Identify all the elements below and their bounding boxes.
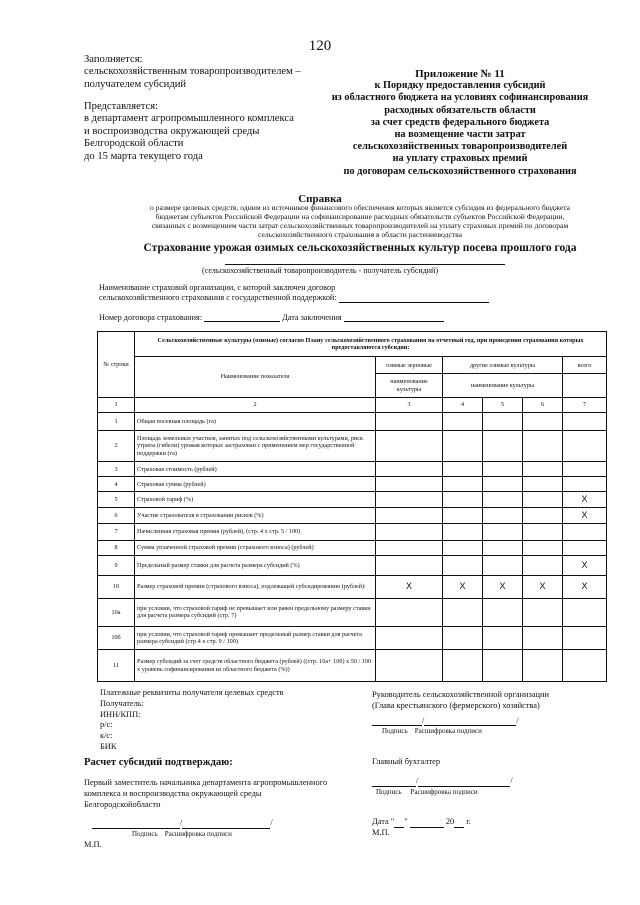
input-cell[interactable]	[483, 462, 523, 477]
input-cell[interactable]	[523, 477, 563, 492]
appendix-title: Приложение № 11	[415, 68, 505, 80]
appendix-line: из областного бюджета на условиях софинансирования	[331, 92, 589, 104]
intro-line: сельскохозяйственного страхования в области растениеводства	[257, 229, 462, 239]
accountant-sign-caption: Подпись	[376, 787, 402, 796]
row-number: 9	[98, 555, 135, 575]
input-cell[interactable]	[376, 540, 443, 555]
input-cell[interactable]	[483, 555, 523, 575]
input-cell[interactable]	[376, 477, 443, 492]
accountant-title: Главный бухгалтер	[372, 757, 441, 766]
fill-line: сельскохозяйственным товаропроизводителем –	[84, 66, 301, 78]
input-cell[interactable]	[443, 650, 483, 682]
input-cell[interactable]	[563, 626, 607, 649]
row-number: 10а	[98, 599, 135, 627]
input-cell[interactable]	[443, 540, 483, 555]
contract-date-field[interactable]	[344, 313, 444, 322]
confirm-title: Расчет субсидий подтверждаю:	[84, 757, 233, 768]
input-cell[interactable]	[563, 430, 607, 462]
input-cell[interactable]	[563, 477, 607, 492]
page-number: 120	[308, 38, 332, 54]
cross-mark-cell: X	[443, 575, 483, 598]
head-signature-block: Руководитель сельскохозяйственной организации (Глава крестьянского (фермерского) хозяйства) / / Подпись Расшифровка подписи	[372, 690, 622, 737]
row-number: 5	[98, 492, 135, 508]
col-header-winter-grain: озимые зерновые	[376, 357, 443, 374]
col-header-blank	[563, 374, 607, 397]
input-cell[interactable]	[563, 412, 607, 430]
table-body	[98, 412, 607, 681]
input-cell[interactable]	[443, 626, 483, 649]
table-row	[98, 477, 607, 492]
head-subtitle: (Глава крестьянского (фермерского) хозяйства)	[372, 700, 540, 710]
row-number: 4	[98, 477, 135, 492]
row-indicator: при условии, что страховой тариф превышает предельный размер ставки для расчета размера субсидий (стр.4 х стр. 9 / 100)	[135, 626, 376, 649]
date-month-field[interactable]	[410, 818, 444, 828]
col-number: 4	[443, 397, 483, 412]
submit-line: Белгородской области	[84, 138, 184, 150]
input-cell[interactable]	[376, 462, 443, 477]
contract-date-label: Дата заключения	[282, 313, 342, 322]
input-cell[interactable]	[376, 508, 443, 524]
row-indicator: Предельный размер ставки для расчета размера субсидий (%)	[135, 555, 376, 575]
accountant-signature-field[interactable]	[372, 777, 416, 787]
accountant-stamp-place: М.П.	[372, 828, 390, 838]
row-indicator: Участие страхователя в страховании рисков (%)	[135, 508, 376, 524]
cross-mark-cell: X	[563, 555, 607, 575]
input-cell[interactable]	[443, 492, 483, 508]
table-row	[98, 555, 607, 575]
deputy-line: комплекса и воспроизводства окружающей среды	[84, 788, 262, 798]
input-cell[interactable]	[523, 599, 563, 627]
submit-line: и воспроизводства окружающей среды	[84, 125, 260, 137]
col-number: 5	[483, 397, 523, 412]
row-number: 2	[98, 430, 135, 462]
appendix-line: на возмещение части затрат	[394, 129, 526, 141]
row-indicator: Начисленная страховая премия (рублей), (стр. 4 х стр. 5 / 100)	[135, 523, 376, 540]
row-number: 7	[98, 523, 135, 540]
insurer-field[interactable]	[339, 294, 489, 303]
deputy-sign-caption: Подпись	[132, 830, 158, 839]
deputy-decode-caption: Расшифровка подписи	[164, 830, 232, 839]
deputy-line: Первый заместитель начальника департамента агропромышленного	[84, 778, 328, 787]
table-row	[98, 508, 607, 524]
input-cell[interactable]	[523, 430, 563, 462]
submit-line: до 15 марта текущего года	[84, 150, 203, 162]
input-cell[interactable]	[376, 599, 443, 627]
cross-mark-cell: X	[523, 575, 563, 598]
input-cell[interactable]	[376, 430, 443, 462]
input-cell[interactable]	[376, 492, 443, 508]
table-row	[98, 575, 607, 598]
cross-mark-cell: X	[563, 508, 607, 524]
date-day-field[interactable]	[394, 818, 404, 828]
input-cell[interactable]	[483, 523, 523, 540]
col-number: 2	[135, 397, 376, 412]
intro-line: бюджетам субъектов Российской Федерации на софинансирование расходных обязательств субъектов Российской Федерации,	[155, 211, 565, 221]
cross-mark-cell: X	[563, 492, 607, 508]
row-number: 10б	[98, 626, 135, 649]
col-number: 7	[563, 397, 607, 412]
input-cell[interactable]	[483, 430, 523, 462]
col-header-total: всего	[563, 357, 607, 374]
payment-recipient: Получатель:	[100, 698, 144, 708]
col-header-crop-name: наименование культуры	[376, 374, 443, 397]
recipient-line[interactable]	[225, 264, 505, 265]
input-cell[interactable]	[483, 540, 523, 555]
date-prefix: Дата "	[372, 817, 395, 827]
table-row	[98, 523, 607, 540]
input-cell[interactable]	[563, 540, 607, 555]
col-header-other-crops: другие озимые культуры	[443, 357, 563, 374]
input-cell[interactable]	[523, 650, 563, 682]
input-cell[interactable]	[483, 508, 523, 524]
input-cell[interactable]	[376, 626, 443, 649]
intro-line: о размере целевых средств, одним из источников финансового обеспечения которых является субсидия из федерального бюджета	[149, 203, 571, 212]
insurer-block	[99, 283, 599, 303]
date-quote: "	[404, 817, 408, 827]
row-indicator: Размер страховой премии (страхового взноса), подлежащей субсидированию (рублей):	[135, 575, 376, 598]
input-cell[interactable]	[483, 626, 523, 649]
row-indicator: Страховая сумма (рублей)	[135, 477, 376, 492]
document-subtitle: Страхование урожая озимых сельскохозяйственных культур посева прошлого года	[143, 242, 577, 254]
input-cell[interactable]	[443, 477, 483, 492]
head-decode-field[interactable]	[424, 716, 516, 726]
appendix-line: расходных обязательств области	[384, 104, 536, 116]
accountant-decode-caption: Расшифровка подписи	[410, 787, 478, 796]
input-cell[interactable]	[443, 599, 483, 627]
input-cell[interactable]	[523, 412, 563, 430]
deputy-block: Первый заместитель начальника департамента агропромышленного комплекса и воспроизводства окружающей среды Белгородскойобласти / / Подпись Расшифровка подписи М.П.	[84, 778, 354, 851]
cross-mark-cell: X	[563, 575, 607, 598]
date-suffix: г.	[464, 817, 471, 827]
date-year-field[interactable]	[454, 818, 464, 828]
row-indicator: Сумма уплаченной страховой премии (страхового взноса) (рублей)	[135, 540, 376, 555]
col-header-no: № строки	[98, 332, 135, 398]
appendix-line: за счет средств федерального бюджета	[370, 116, 550, 128]
payment-bik: БИК	[100, 741, 117, 751]
head-decode-caption: Расшифровка подписи	[414, 727, 482, 736]
head-sign-caption: Подпись	[382, 727, 408, 736]
contract-number-label: Номер договора страхования:	[99, 313, 203, 322]
head-signature-field[interactable]	[372, 716, 422, 726]
input-cell[interactable]	[376, 412, 443, 430]
row-indicator: Страховая стоимость (рублей)	[135, 462, 376, 477]
row-number: 1	[98, 412, 135, 430]
payment-title: Платежные реквизиты получателя целевых средств	[100, 688, 284, 697]
col-header-crops: Сельскохозяйственные культуры (озимые) согласно Плану сельскохозяйственного страхования на отчетный год, при проведении страхования которых предоставляются субсидии:	[135, 332, 607, 357]
head-title: Руководитель сельскохозяйственной организации	[372, 690, 549, 699]
table-row	[98, 626, 607, 649]
table-row	[98, 462, 607, 477]
row-number: 10	[98, 575, 135, 598]
input-cell[interactable]	[483, 599, 523, 627]
accountant-decode-field[interactable]	[418, 777, 510, 787]
input-cell[interactable]	[443, 508, 483, 524]
row-number: 11	[98, 650, 135, 682]
input-cell[interactable]	[443, 412, 483, 430]
table-row	[98, 492, 607, 508]
appendix-line: на уплату страховых премий	[392, 153, 528, 165]
row-indicator: Площадь земельных участков, занятых под сельскохозяйственными культурами, риск утраты (гибели) урожая которых застрахован с применением мер государственной поддержки (га)	[135, 430, 376, 462]
input-cell[interactable]	[376, 650, 443, 682]
input-cell[interactable]	[523, 508, 563, 524]
col-number: 3	[376, 397, 443, 412]
row-number: 6	[98, 508, 135, 524]
row-number: 8	[98, 540, 135, 555]
input-cell[interactable]	[523, 462, 563, 477]
payment-account: р/с:	[100, 720, 113, 730]
input-cell[interactable]	[443, 430, 483, 462]
column-number-row	[98, 397, 607, 412]
table-row	[98, 599, 607, 627]
contract-block	[99, 313, 599, 322]
submit-note	[84, 101, 334, 163]
table-row	[98, 430, 607, 462]
input-cell[interactable]	[376, 523, 443, 540]
row-indicator: при условии, что страховой тариф не превышает или равен предельному размеру ставки для расчета размера субсидий (стр. 7)	[135, 599, 376, 627]
fill-line: Заполняется:	[84, 54, 143, 65]
insurer-label-2: сельскохозяйственного страхования с государственной поддержкой:	[99, 293, 337, 302]
deputy-stamp-place: М.П.	[84, 839, 102, 849]
input-cell[interactable]	[483, 492, 523, 508]
input-cell[interactable]	[523, 626, 563, 649]
cross-mark-cell: X	[376, 575, 443, 598]
appendix-header	[300, 68, 620, 178]
document-title: Справка	[298, 193, 342, 205]
deputy-line: Белгородскойобласти	[84, 799, 161, 809]
recipient-caption: (сельскохозяйственный товаропроизводитель - получатель субсидий)	[202, 266, 438, 275]
intro-line: связанных с возмещением части затрат сельскохозяйственных товаропроизводителей на уплату страховых премий по договорам	[151, 220, 569, 230]
row-indicator: Страховой тариф (%)	[135, 492, 376, 508]
col-number: 6	[523, 397, 563, 412]
input-cell[interactable]	[563, 462, 607, 477]
accountant-block: Главный бухгалтер / / Подпись Расшифровка подписи Дата " " 20 г. М.П.	[372, 757, 622, 839]
cross-mark-cell: X	[483, 575, 523, 598]
input-cell[interactable]	[563, 599, 607, 627]
appendix-line: к Порядку предоставления субсидий	[374, 80, 546, 92]
payment-details	[100, 688, 360, 753]
table-row	[98, 540, 607, 555]
deputy-decode-field[interactable]	[182, 819, 270, 829]
fill-in-note	[84, 54, 334, 91]
input-cell[interactable]	[443, 462, 483, 477]
input-cell[interactable]	[483, 412, 523, 430]
row-number: 3	[98, 462, 135, 477]
input-cell[interactable]	[563, 523, 607, 540]
appendix-line: сельскохозяйственных товаропроизводителей	[352, 141, 568, 153]
table-row	[98, 650, 607, 682]
col-header-crops-name: наименование культуры	[443, 374, 563, 397]
contract-number-field[interactable]	[204, 313, 280, 322]
date-year: 20	[445, 817, 455, 827]
insurer-label: Наименование страховой организации, с которой заключен договор	[99, 283, 336, 292]
table-row	[98, 412, 607, 430]
input-cell[interactable]	[523, 492, 563, 508]
input-cell[interactable]	[443, 555, 483, 575]
payment-inn: ИНН/КПП:	[100, 709, 141, 719]
subsidy-table	[97, 331, 607, 682]
deputy-signature-field[interactable]	[92, 819, 180, 829]
date-line	[372, 817, 622, 828]
row-indicator: Общая посевная площадь (га)	[135, 412, 376, 430]
input-cell[interactable]	[523, 540, 563, 555]
input-cell[interactable]	[443, 523, 483, 540]
input-cell[interactable]	[483, 477, 523, 492]
payment-corr-account: к/с:	[100, 731, 113, 741]
submit-line: Представляется:	[84, 101, 159, 112]
fill-line: получателем субсидий	[84, 78, 187, 90]
appendix-line: по договорам сельскохозяйственного страхования	[343, 165, 577, 177]
row-indicator: Размер субсидий за счет средств областного бюджета (рублей) ((стр. 10а+ 10б) x 50 / 100 x уровень софинансирования из областного бюджета (%))	[135, 650, 376, 682]
intro-text	[100, 204, 620, 240]
input-cell[interactable]	[523, 523, 563, 540]
submit-line: в департамент агропромышленного комплекса	[84, 113, 294, 125]
input-cell[interactable]	[376, 555, 443, 575]
input-cell[interactable]	[563, 650, 607, 682]
input-cell[interactable]	[523, 555, 563, 575]
input-cell[interactable]	[483, 650, 523, 682]
col-number: 1	[98, 397, 135, 412]
col-header-indicator: Наименование показателя	[135, 357, 376, 397]
